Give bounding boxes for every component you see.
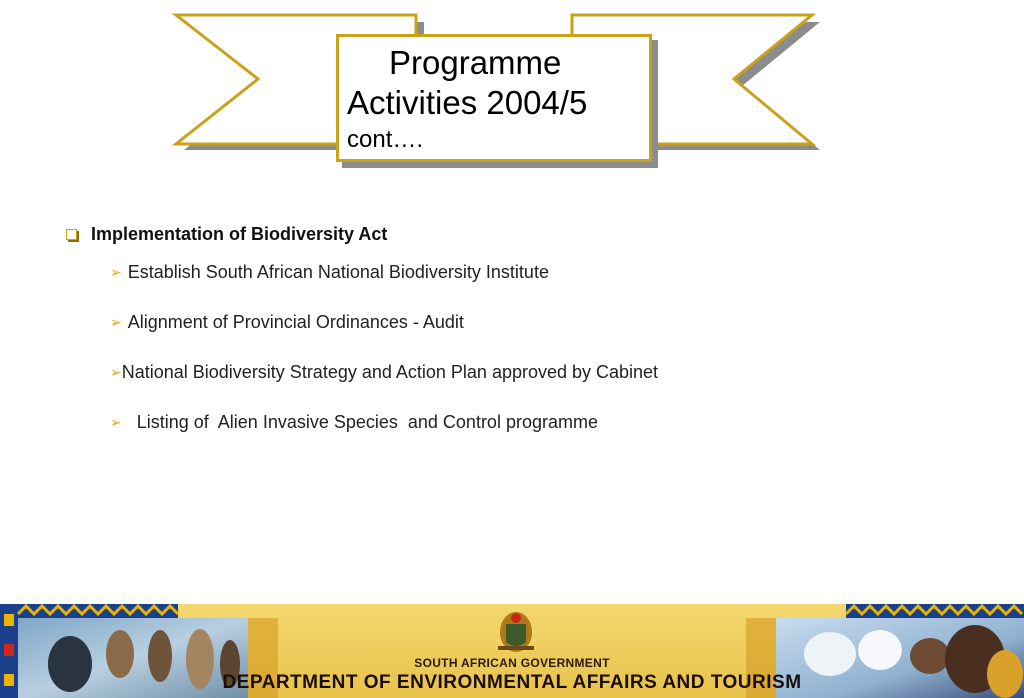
sub-bullet-label: Establish South African National Biodiversity Institute bbox=[127, 262, 549, 282]
sub-bullet-2 bbox=[110, 312, 464, 333]
sub-bullet-label: Listing of Alien Invasive Species and Control programme bbox=[131, 412, 598, 432]
sub-bullet-1 bbox=[110, 262, 549, 283]
department-label: DEPARTMENT OF ENVIRONMENTAL AFFAIRS AND TOURISM bbox=[222, 672, 802, 693]
government-label: SOUTH AFRICAN GOVERNMENT bbox=[414, 656, 610, 670]
sub-bullet-label: National Biodiversity Strategy and Action Plan approved by Cabinet bbox=[121, 362, 659, 382]
main-bullet-label: Implementation of Biodiversity Act bbox=[91, 224, 388, 244]
arrow-bullet-icon: ➢ bbox=[110, 364, 122, 380]
title-line-1: Programme bbox=[389, 44, 562, 81]
square-bullet-icon bbox=[66, 229, 77, 240]
title-line-2: Activities 2004/5 bbox=[347, 84, 588, 121]
sub-bullet-3 bbox=[110, 362, 658, 383]
arrow-bullet-icon: ➢ bbox=[110, 264, 122, 280]
sub-bullet-4 bbox=[110, 412, 598, 433]
sub-bullet-label: Alignment of Provincial Ordinances - Audit bbox=[127, 312, 464, 332]
main-bullet bbox=[66, 224, 387, 245]
arrow-bullet-icon: ➢ bbox=[110, 314, 122, 330]
arrow-bullet-icon: ➢ bbox=[110, 414, 122, 430]
title-line-3: cont…. bbox=[347, 126, 424, 153]
